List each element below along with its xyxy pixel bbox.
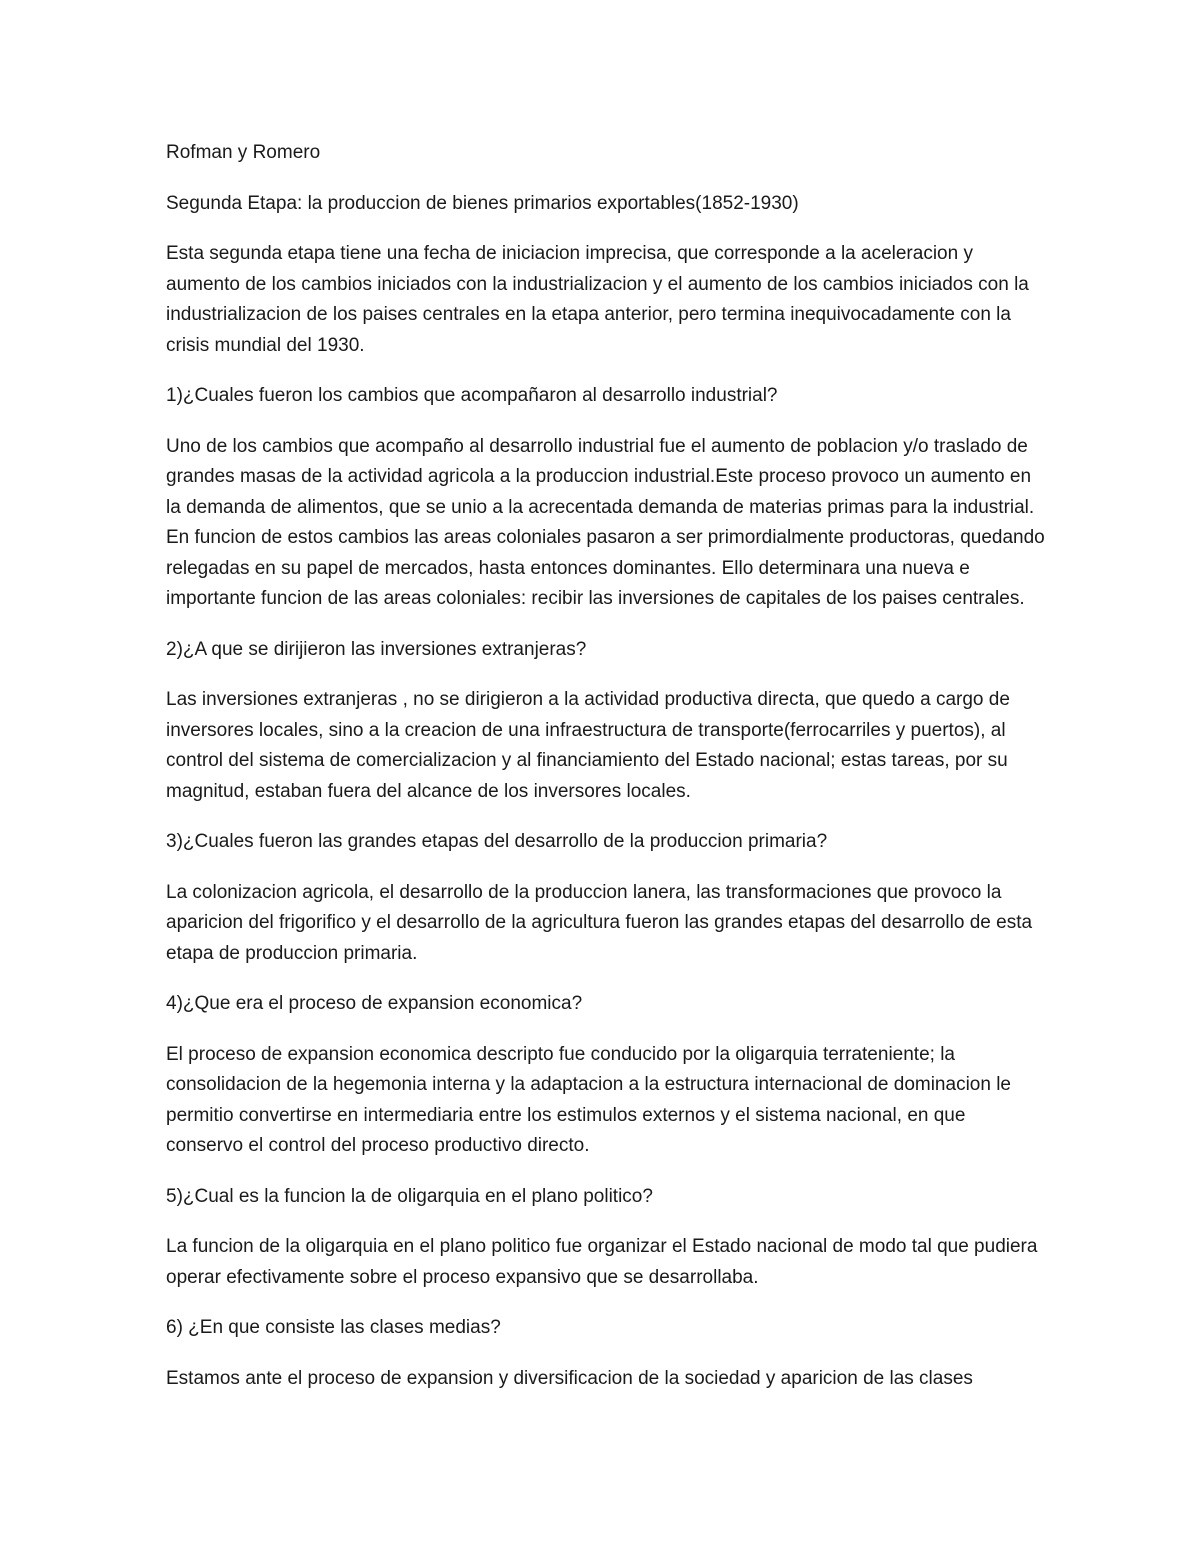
answer-6: Estamos ante el proceso de expansion y diversificacion de la sociedad y aparicion de las clases <box>166 1367 973 1389</box>
question-4: 4)¿Que era el proceso de expansion economica? <box>166 993 583 1014</box>
author-line: Rofman y Romero <box>166 142 321 163</box>
intro-paragraph: Esta segunda etapa tiene una fecha de iniciacion imprecisa, que corresponde a la aceleracion y aumento de los cambios iniciados con la industrializacion y el aumento de los cambios iniciados con la industrializacion de los paises centrales en la etapa anterior, pero termina inequivocadamente con la crisis mundial del 1930. <box>166 243 1029 356</box>
answer-1: Uno de los cambios que acompaño al desarrollo industrial fue el aumento de poblacion y/o traslado de grandes masas de la actividad agricola a la produccion industrial.Este proceso provoco un aumento en la demanda de alimentos, que se unio a la acrecentada demanda de materias primas para la industrial. En funcion de estos cambios las areas coloniales pasaron a ser primordialmente productoras, quedando relegadas en su papel de mercados, hasta entonces dominantes. Ello determinara una nueva e importante funcion de las areas coloniales: recibir las inversiones de capitales de los paises centrales. <box>166 435 1045 609</box>
question-6: 6) ¿En que consiste las clases medias? <box>166 1317 501 1338</box>
answer-3: La colonizacion agricola, el desarrollo de la produccion lanera, las transformaciones que provoco la aparicion del frigorifico y el desarrollo de la agricultura fueron las grandes etapas del desarrollo de esta etapa de produccion primaria. <box>166 881 1033 964</box>
document-body <box>166 138 1046 1414</box>
section-heading: Segunda Etapa: la produccion de bienes primarios exportables(1852-1930) <box>166 192 799 214</box>
question-5: 5)¿Cual es la funcion la de oligarquia en el plano politico? <box>166 1185 653 1207</box>
answer-5: La funcion de la oligarquia en el plano politico fue organizar el Estado nacional de modo tal que pudiera operar efectivamente sobre el proceso expansivo que se desarrollaba. <box>166 1236 1038 1288</box>
question-1: 1)¿Cuales fueron los cambios que acompañaron al desarrollo industrial? <box>166 385 778 406</box>
answer-4: El proceso de expansion economica descripto fue conducido por la oligarquia terrateniente; la consolidacion de la hegemonia interna y la adaptacion a la estructura internacional de dominacion le permitio convertirse en intermediaria entre los estimulos externos y el sistema nacional, en que conservo el control del proceso productivo directo. <box>166 1043 1011 1156</box>
question-3: 3)¿Cuales fueron las grandes etapas del desarrollo de la produccion primaria? <box>166 831 828 852</box>
answer-2: Las inversiones extranjeras , no se dirigieron a la actividad productiva directa, que quedo a cargo de inversores locales, sino a la creacion de una infraestructura de transporte(ferrocarriles y puertos), al control del sistema de comercializacion y al financiamiento del Estado nacional; estas tareas, por su magnitud, estaban fuera del alcance de los inversores locales. <box>166 689 1010 802</box>
question-2: 2)¿A que se dirijieron las inversiones extranjeras? <box>166 638 587 660</box>
